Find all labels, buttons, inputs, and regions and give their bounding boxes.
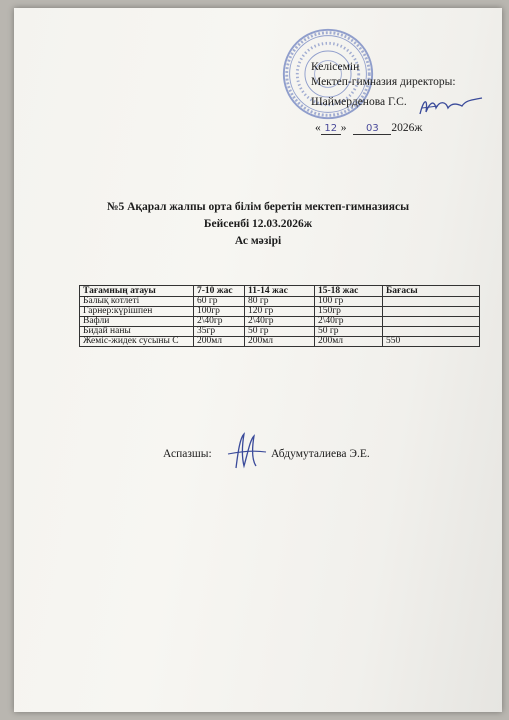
- date-year: 2026ж: [391, 122, 423, 134]
- cell-7-10: 60 гр: [194, 297, 245, 307]
- cook-label: Аспазшы:: [163, 448, 212, 460]
- cell-11-14: 50 гр: [245, 327, 315, 337]
- table-row: [80, 307, 480, 317]
- date-month: 03: [353, 123, 391, 135]
- cell-15-18: 200мл: [315, 337, 383, 347]
- cell-7-10: 35гр: [194, 327, 245, 337]
- menu-title: Ас мәзірі: [234, 235, 282, 247]
- cell-dish: Жеміс-жидек сусыны С: [80, 337, 194, 347]
- col-age-15-18: 15-18 жас: [315, 286, 383, 297]
- approval-director-name: Шаймерденова Г.С.: [311, 96, 407, 108]
- cell-dish: Вафли: [80, 317, 194, 327]
- approval-date: [315, 122, 422, 135]
- cook-signature: [222, 428, 270, 476]
- cell-15-18: 100 гр: [315, 297, 383, 307]
- cell-7-10: 100гр: [194, 307, 245, 317]
- cell-price: [383, 297, 480, 307]
- cell-11-14: 80 гр: [245, 297, 315, 307]
- date-day: 12: [321, 123, 341, 135]
- date-open-quote: «: [315, 122, 321, 134]
- cell-7-10: 2\40гр: [194, 317, 245, 327]
- date-close-quote: »: [340, 122, 347, 134]
- cell-11-14: 2\40гр: [245, 317, 315, 327]
- cell-price: [383, 307, 480, 317]
- school-name: №5 Ақарал жалпы орта білім беретін мектеп-гимназиясы: [106, 201, 410, 213]
- col-age-7-10: 7-10 жас: [194, 286, 245, 297]
- approval-position: Мектеп-гимназия директоры:: [311, 76, 456, 88]
- table-row: [80, 337, 480, 347]
- approval-title: Келісемін: [311, 61, 360, 73]
- director-signature: [416, 94, 486, 120]
- cell-15-18: 150гр: [315, 307, 383, 317]
- menu-day-date: Бейсенбі 12.03.2026ж: [203, 218, 313, 230]
- menu-table: [79, 285, 480, 347]
- cell-price: [383, 327, 480, 337]
- col-price: Бағасы: [383, 286, 480, 297]
- table-row: [80, 297, 480, 307]
- table-row: [80, 317, 480, 327]
- cell-dish: Гарнер:күрішпен: [80, 307, 194, 317]
- document-page: [14, 8, 502, 712]
- col-age-11-14: 11-14 жас: [245, 286, 315, 297]
- cell-11-14: 120 гр: [245, 307, 315, 317]
- cell-price: [383, 317, 480, 327]
- cook-name: Абдуму​талиева Э.Е.: [271, 448, 370, 460]
- cell-15-18: 50 гр: [315, 327, 383, 337]
- cell-11-14: 200мл: [245, 337, 315, 347]
- table-row: [80, 327, 480, 337]
- menu-table-header: [80, 286, 480, 297]
- cell-dish: Бидай наны: [80, 327, 194, 337]
- cell-dish: Балық котлеті: [80, 297, 194, 307]
- cell-price: 550: [383, 337, 480, 347]
- cell-15-18: 2\40гр: [315, 317, 383, 327]
- cell-7-10: 200мл: [194, 337, 245, 347]
- col-dish-name: Тағамның атауы: [80, 286, 194, 297]
